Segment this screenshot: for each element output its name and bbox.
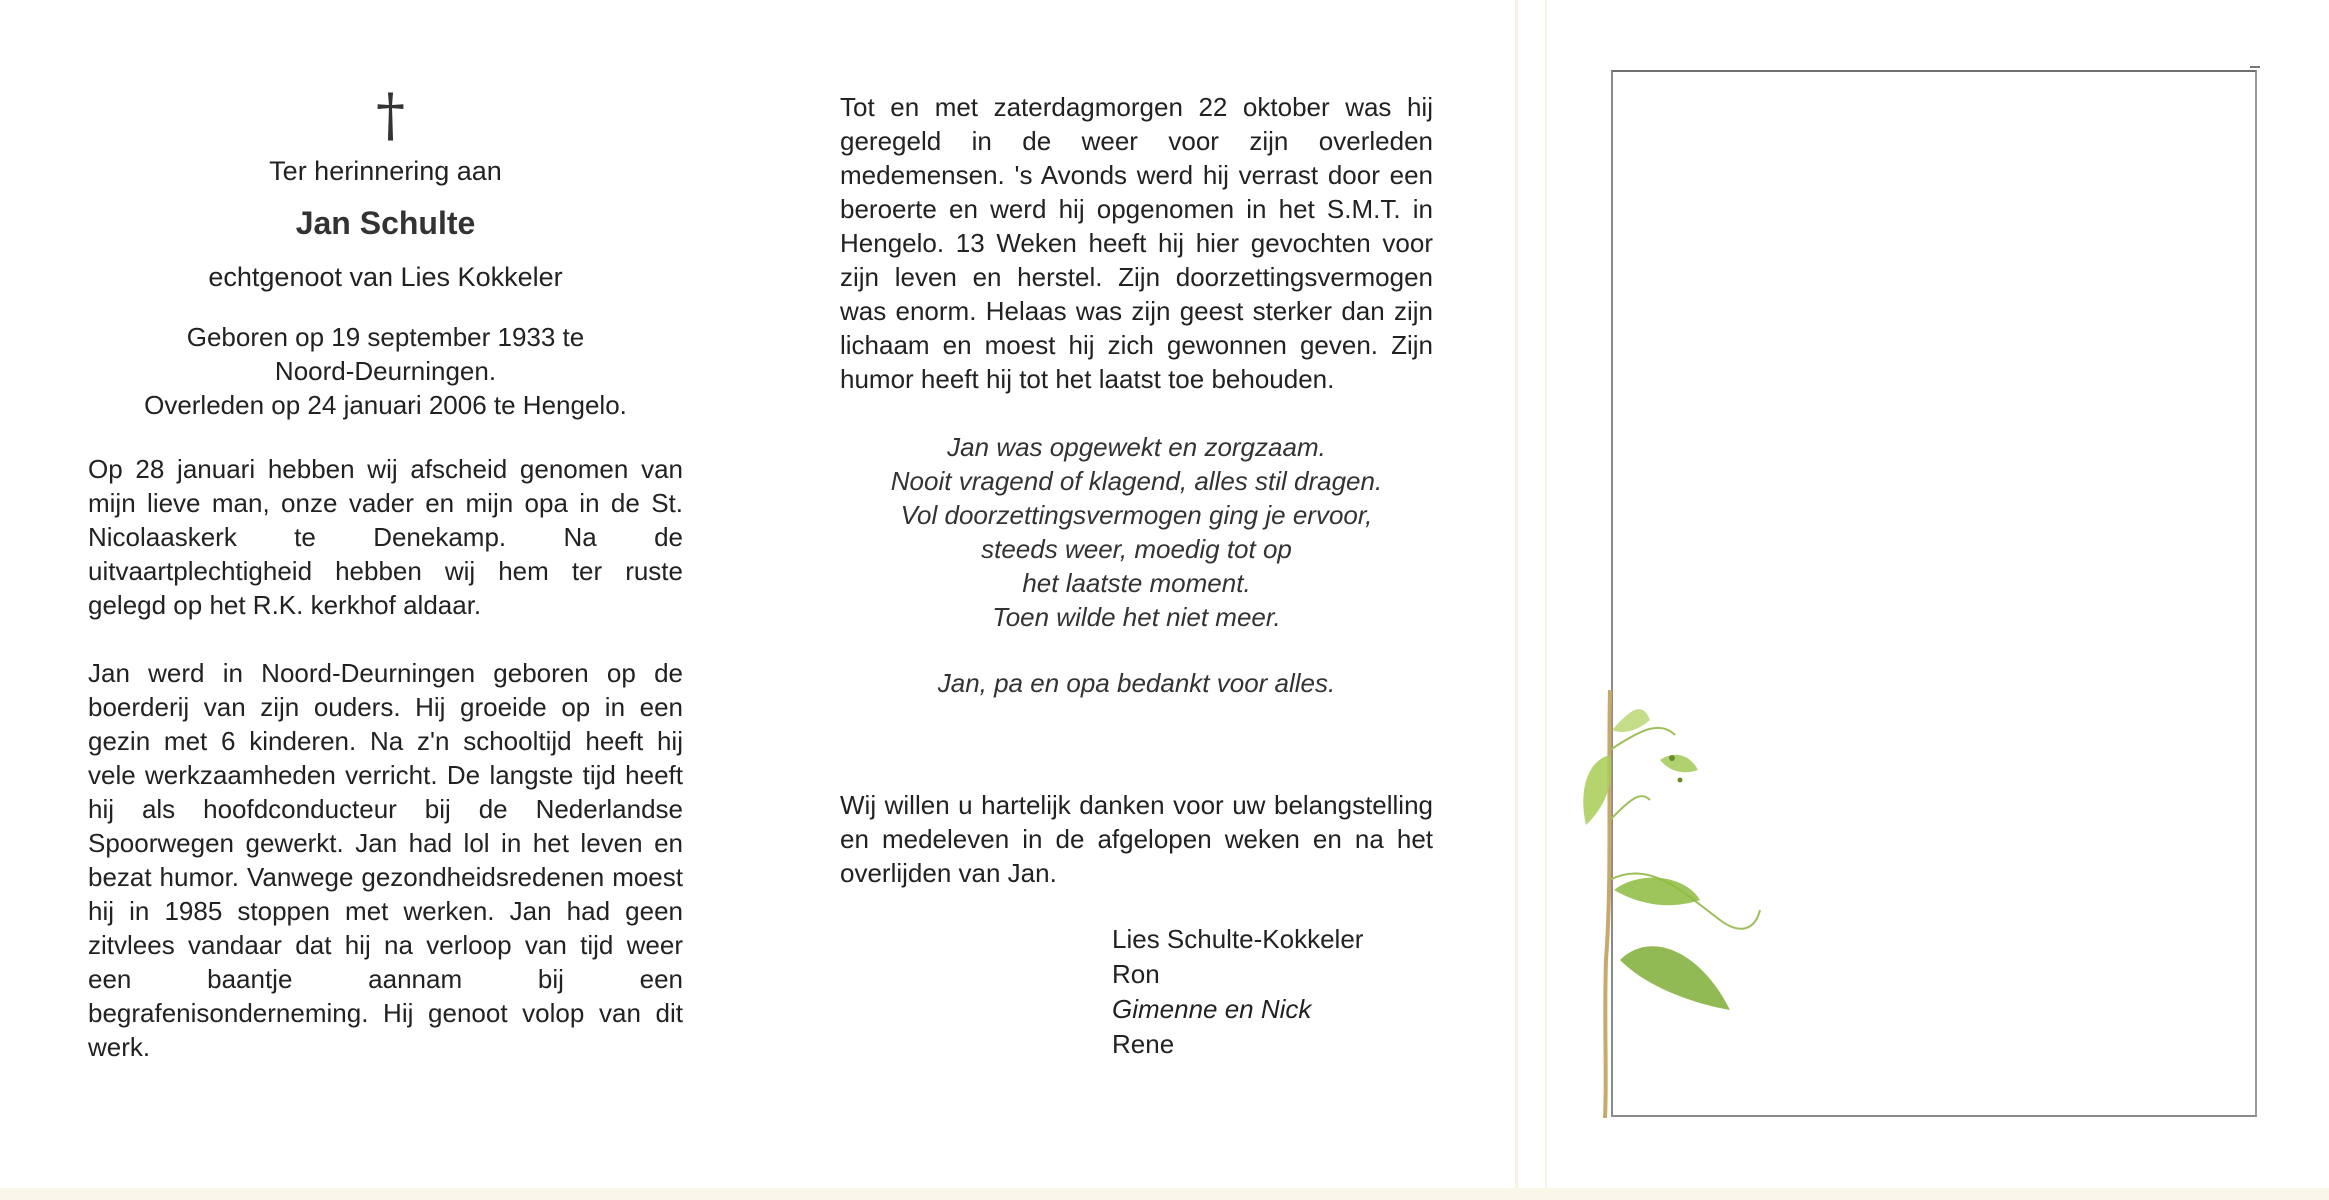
plant-leaf [1614, 878, 1700, 906]
plant-leaf [1583, 755, 1611, 825]
memory-heading: Ter herinnering aan [269, 156, 502, 186]
middle-column [840, 90, 1433, 1062]
signoff-name: Gimenne en Nick [1112, 994, 1312, 1024]
left-text-block [88, 452, 683, 1064]
thanks-to-jan: Jan, pa en opa bedankt voor alles. [937, 668, 1336, 698]
death-line: Overleden op 24 januari 2006 te Hengelo. [144, 390, 627, 420]
thanks-paragraph: Wij willen u hartelijk danken voor uw belangstelling en medeleven in de afgelopen weken en na het overlijden van Jan. [840, 790, 1433, 888]
deceased-name: Jan Schulte [295, 205, 476, 241]
plant-tendril [1610, 796, 1650, 820]
plant-stem [1605, 690, 1610, 1118]
plant-leaf [1612, 709, 1650, 732]
frame-corner-mark [2250, 66, 2260, 68]
plant-bud [1678, 778, 1683, 783]
plant-bud [1669, 755, 1675, 761]
family-signoff [1112, 922, 1433, 1062]
left-column [88, 80, 683, 1064]
signoff-name: Rene [1112, 1029, 1175, 1059]
poem [840, 430, 1433, 634]
poem-line: Jan was opgewekt en zorgzaam. [947, 432, 1326, 462]
poem-line: Nooit vragend of klagend, alles stil dragen. [890, 466, 1383, 496]
cross-icon: † [376, 81, 405, 149]
farewell-paragraph: Op 28 januari hebben wij afscheid genomen van mijn lieve man, onze vader en mijn opa in de St. Nicolaaskerk te Denekamp. Na de uitvaartplechtigheid hebben wij hem ter ruste gelegd op het R.K. kerkhof aldaar. [88, 454, 683, 620]
life-dates [88, 320, 683, 422]
illness-paragraph: Tot en met zaterdagmorgen 22 oktober was hij geregeld in de weer voor zijn overleden medemensen. 's Avonds werd hij verrast door een beroerte en werd hij opgenomen in het S.M.T. in Hengelo. 13 Weken heeft hij hier gevochten voor zijn leven en herstel. Zijn doorzettingsvermogen was enorm. Helaas was zijn geest sterker dan zijn lichaam en moest hij zich gewonnen geven. Zijn humor heeft hij tot het laatst toe behouden. [840, 92, 1433, 394]
signoff-name: Lies Schulte-Kokkeler [1112, 924, 1364, 954]
signoff-name: Ron [1112, 959, 1160, 989]
plant-leaf [1620, 946, 1730, 1010]
biography-paragraph: Jan werd in Noord-Deurningen geboren op de boerderij van zijn ouders. Hij groeide op in een gezin met 6 kinderen. Na z'n schooltijd heeft hij vele werkzaamheden verricht. De langste tijd heeft hij als hoofdconducteur bij de Nederlandse Spoorwegen gewerkt. Jan had lol in het leven en bezat humor. Vanwege gezondheidsredenen moest hij in 1985 stoppen met werken. Jan had geen zitvlees vandaar dat hij na verloop van tijd weer een baantje aannam bij een begrafenisonderneming. Hij genoot volop van dit werk. [88, 658, 683, 1062]
birth-line: Geboren op 19 september 1933 te [186, 322, 585, 352]
card-fold [1515, 0, 1518, 1200]
poem-line: Toen wilde het niet meer. [992, 602, 1281, 632]
birth-place-line: Noord-Deurningen. [274, 356, 497, 386]
card-bottom-edge [0, 1188, 2329, 1200]
poem-line: steeds weer, moedig tot op [981, 534, 1292, 564]
card-edge [1545, 0, 1547, 1200]
spouse-line: echtgenoot van Lies Kokkeler [208, 262, 563, 292]
poem-line: Vol doorzettingsvermogen ging je ervoor, [900, 500, 1373, 530]
poem-line: het laatste moment. [1022, 568, 1251, 598]
plant-leaf [1660, 755, 1698, 773]
climbing-plant-illustration [1580, 660, 1800, 1120]
